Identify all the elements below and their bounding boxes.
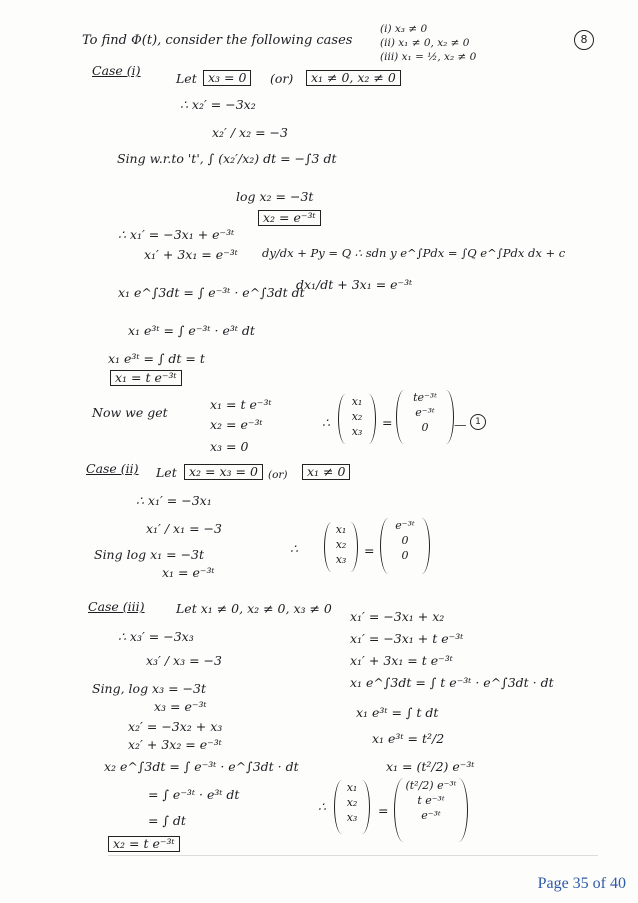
case2-vector-rhs: e⁻³ᵗ 0 0: [380, 518, 430, 574]
case1-line: ∴ x₂′ = −3x₂: [180, 97, 256, 112]
case3-result-x2: x₂ = t e⁻³ᵗ: [108, 836, 180, 852]
page-bottom-rule: [108, 855, 598, 856]
case1-line: x₁ e³ᵗ = ∫ e⁻³ᵗ · e³ᵗ dt: [128, 323, 255, 338]
case1-line: dx₁/dt + 3x₁ = e⁻³ᵗ: [296, 277, 413, 292]
case1-condition: x₃ = 0: [203, 70, 251, 86]
cases-note-2: (ii) x₁ ≠ 0, x₂ ≠ 0: [380, 37, 470, 49]
case1-solution-x2: x₂ = e⁻³ᵗ: [210, 417, 263, 432]
page-mark: 8: [574, 30, 594, 50]
case3-therefore: ∴: [318, 799, 326, 814]
case1-solution-x1: x₁ = t e⁻³ᵗ: [210, 397, 272, 412]
case1-formula: dy/dx + Py = Q ∴ sdn y e^∫Pdx = ∫Q e^∫Pdx dx + c: [262, 246, 566, 260]
case1-or: (or): [270, 71, 294, 86]
case3-right-line: x₁′ + 3x₁ = t e⁻³ᵗ: [350, 653, 453, 668]
case1-label: Case (i): [92, 63, 141, 78]
case2-condition: x₂ = x₃ = 0: [184, 464, 263, 480]
case3-left-line: x₃ = e⁻³ᵗ: [154, 699, 207, 714]
case2-line: x₁ = e⁻³ᵗ: [162, 565, 215, 580]
case1-vector-lhs: x₁ x₂ x₃: [338, 394, 376, 444]
case1-line: ∴ x₁′ = −3x₁ + e⁻³ᵗ: [118, 227, 235, 242]
case3-right-line: x₁ e^∫3dt = ∫ t e⁻³ᵗ · e^∫3dt · dt: [350, 675, 554, 690]
case1-therefore: ∴: [322, 415, 330, 430]
case1-line: x₂′ / x₂ = −3: [212, 125, 288, 140]
case2-therefore: ∴: [290, 541, 298, 556]
case3-right-line: x₁′ = −3x₁ + x₂: [350, 609, 445, 624]
case1-line: x₁ e³ᵗ = ∫ dt = t: [108, 351, 205, 366]
case3-left-line: ∴ x₃′ = −3x₃: [118, 629, 194, 644]
case2-condition-alt: x₁ ≠ 0: [302, 464, 350, 480]
case1-equals: =: [382, 415, 393, 430]
case2-or: (or): [268, 469, 288, 481]
case3-left-line: x₃′ / x₃ = −3: [146, 653, 222, 668]
cases-note-1: (i) x₃ ≠ 0: [380, 23, 428, 35]
case2-equals: =: [364, 543, 375, 558]
case2-let: Let: [156, 465, 177, 480]
case2-label: Case (ii): [86, 461, 139, 476]
case3-left-line: x₂′ = −3x₂ + x₃: [128, 719, 223, 734]
case1-solution-x3: x₃ = 0: [210, 439, 249, 454]
case3-right-line: x₁ e³ᵗ = t²/2: [372, 731, 445, 746]
case1-result-x1: x₁ = t e⁻³ᵗ: [110, 370, 182, 386]
case3-right-line: x₁ e³ᵗ = ∫ t dt: [356, 705, 439, 720]
case3-left-line: x₂ e^∫3dt = ∫ e⁻³ᵗ · e^∫3dt · dt: [104, 759, 299, 774]
cases-note-3: (iii) x₁ = ½, x₂ ≠ 0: [380, 51, 477, 63]
case3-label: Case (iii): [88, 599, 145, 614]
case2-line: Sing log x₁ = −3t: [94, 547, 205, 562]
case1-line: log x₂ = −3t: [236, 189, 314, 204]
case3-left-line: x₂′ + 3x₂ = e⁻³ᵗ: [128, 737, 222, 752]
page-heading: To find Φ(t), consider the following cases: [82, 33, 353, 48]
case1-now-we-get: Now we get: [92, 405, 168, 420]
case3-right-line: x₁ = (t²/2) e⁻³ᵗ: [386, 759, 475, 774]
page-number: Page 35 of 40: [537, 875, 626, 892]
case3-right-line: x₁′ = −3x₁ + t e⁻³ᵗ: [350, 631, 464, 646]
case1-result-x2: x₂ = e⁻³ᵗ: [258, 210, 321, 226]
case3-condition: Let x₁ ≠ 0, x₂ ≠ 0, x₃ ≠ 0: [176, 601, 332, 616]
case2-line: x₁′ / x₁ = −3: [146, 521, 222, 536]
case3-left-line: = ∫ dt: [148, 813, 186, 828]
case2-line: ∴ x₁′ = −3x₁: [136, 493, 212, 508]
case1-condition-alt: x₁ ≠ 0, x₂ ≠ 0: [306, 70, 401, 86]
case2-vector-lhs: x₁ x₂ x₃: [324, 522, 358, 572]
case3-left-line: = ∫ e⁻³ᵗ · e³ᵗ dt: [148, 787, 240, 802]
case3-equals: =: [378, 803, 389, 818]
case1-line: Sing w.r.to 't', ∫ (x₂′/x₂) dt = −∫3 dt: [117, 151, 337, 166]
case1-vector-rhs: te⁻³ᵗ e⁻³ᵗ 0: [396, 390, 454, 444]
case1-eq-number: 1: [470, 414, 486, 430]
case1-eq-tail: —: [454, 417, 467, 432]
case1-line: x₁′ + 3x₁ = e⁻³ᵗ: [144, 247, 238, 262]
case1-let: Let: [176, 71, 197, 86]
case3-vector-lhs: x₁ x₂ x₃: [334, 780, 370, 834]
case3-left-line: Sing, log x₃ = −3t: [92, 681, 206, 696]
case1-line: x₁ e^∫3dt = ∫ e⁻³ᵗ · e^∫3dt dt: [118, 285, 305, 300]
case3-vector-rhs: (t²/2) e⁻³ᵗ t e⁻³ᵗ e⁻³ᵗ: [394, 778, 468, 842]
